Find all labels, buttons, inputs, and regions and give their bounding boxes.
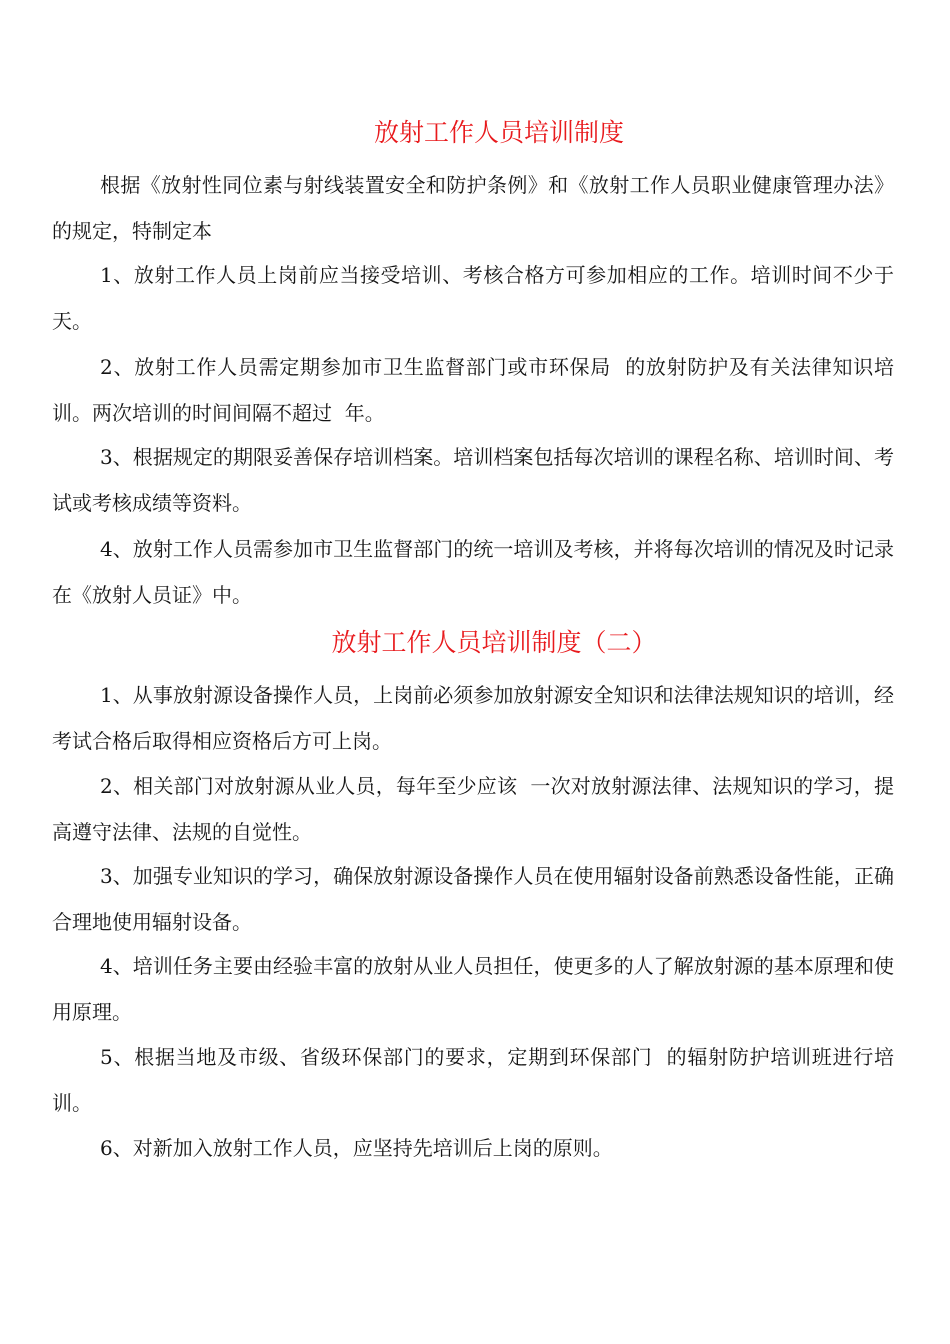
- section-2-item-6: 6、对新加入放射工作人员，应坚持先培训后上岗的原则。: [100, 1136, 613, 1160]
- section-2-title: 放射工作人员培训制度（二）: [331, 628, 657, 657]
- section-2-item-2: 2、相关部门对放射源从业人员，每年至少应该 一次对放射源法律、法规知识的学习，提高遵守法律、法规的自觉性。: [52, 774, 894, 844]
- section-1-title: 放射工作人员培训制度: [373, 118, 624, 147]
- section-2-item-1: 1、从事放射源设备操作人员，上岗前必须参加放射源安全知识和法律法规知识的培训，经考试合格后取得相应资格后方可上岗。: [52, 683, 894, 753]
- section-2-item-4: 4、培训任务主要由经验丰富的放射从业人员担任，使更多的人了解放射源的基本原理和使用原理。: [52, 954, 894, 1024]
- section-1-item-3: 3、根据规定的期限妥善保存培训档案。培训档案包括每次培训的课程名称、培训时间、考试或考核成绩等资料。: [52, 445, 894, 515]
- section-1-item-2: 2、放射工作人员需定期参加市卫生监督部门或市环保局 的放射防护及有关法律知识培训。两次培训的时间间隔不超过 年。: [52, 355, 894, 425]
- section-2-item-5: 5、根据当地及市级、省级环保部门的要求，定期到环保部门 的辐射防护培训班进行培训。: [52, 1045, 894, 1115]
- section-1-item-4: 4、放射工作人员需参加市卫生监督部门的统一培训及考核，并将每次培训的情况及时记录在《放射人员证》中。: [52, 537, 894, 607]
- section-2-item-3: 3、加强专业知识的学习，确保放射源设备操作人员在使用辐射设备前熟悉设备性能，正确合理地使用辐射设备。: [52, 864, 894, 934]
- section-1-intro: 根据《放射性同位素与射线装置安全和防护条例》和《放射工作人员职业健康管理办法》的规定，特制定本: [52, 173, 894, 243]
- section-1-item-1: 1、放射工作人员上岗前应当接受培训、考核合格方可参加相应的工作。培训时间不少于 天。: [52, 263, 907, 333]
